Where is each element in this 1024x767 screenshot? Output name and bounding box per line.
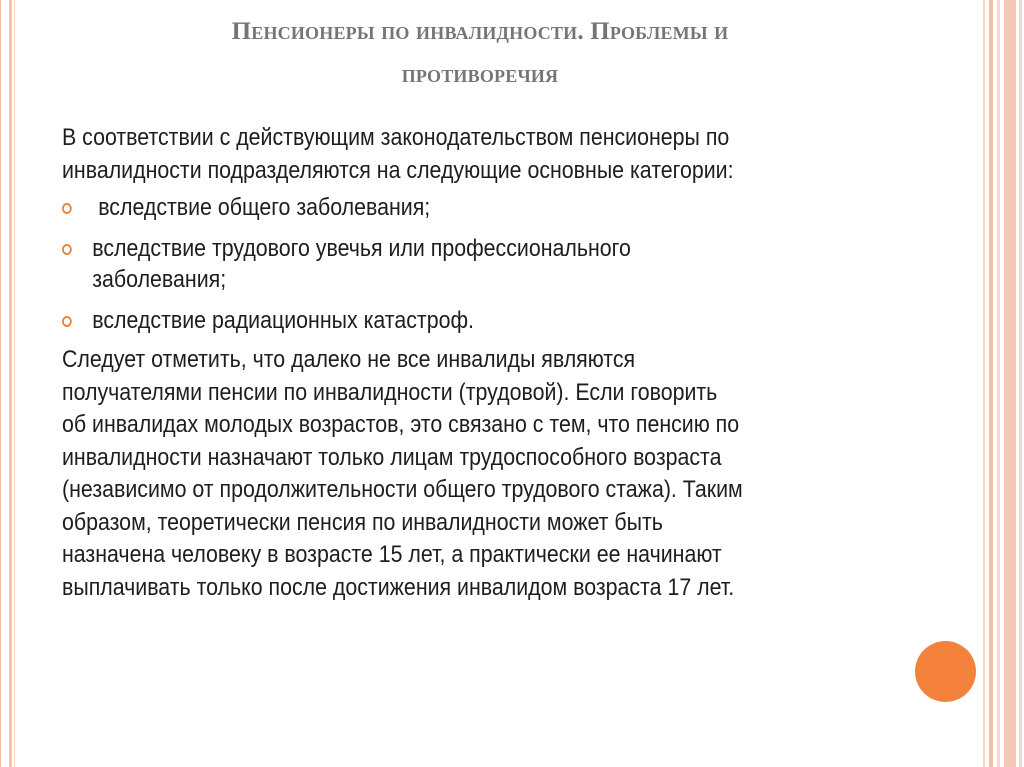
list-item-text: вследствие общего заболевания; [92, 194, 431, 221]
right-border-stripe [1019, 0, 1022, 767]
slide-content [62, 121, 845, 604]
list-item-text: заболевания; [92, 266, 227, 293]
ring-bullet-icon [62, 203, 72, 214]
list-item [62, 305, 845, 336]
body-paragraph [62, 344, 845, 604]
intro-paragraph [62, 121, 845, 187]
left-border-stripe [0, 0, 1, 767]
intro-line: инвалидности подразделяются на следующие основные категории: [62, 157, 734, 184]
body-line: (независимо от продолжительности общего трудового стажа). Таким [62, 476, 743, 503]
slide-title-line: противоречия [401, 61, 559, 88]
intro-line: В соответствии с действующим законодательством пенсионеры по [62, 124, 730, 151]
right-border-stripe [983, 0, 985, 767]
body-line: назначена человеку в возрасте 15 лет, а практически ее начинают [62, 541, 722, 568]
list-item [62, 233, 845, 295]
list-item [62, 192, 845, 223]
body-line: получателями пенсии по инвалидности (трудовой). Если говорить [62, 378, 718, 406]
body-line: об инвалидах молодых возрастов, это связано с тем, что пенсию по [62, 411, 740, 438]
body-line: образом, теоретически пенсия по инвалидности может быть [62, 508, 663, 536]
body-line: Следует отметить, что далеко не все инвалиды являются [62, 346, 636, 373]
ring-bullet-icon [62, 316, 72, 327]
body-line: инвалидности назначают только лицам трудоспособного возраста [62, 443, 722, 471]
body-line: выплачивать только после достижения инвалидом возраста 17 лет. [62, 573, 735, 601]
right-border-stripe [997, 0, 1000, 767]
left-border-stripe [14, 0, 15, 767]
ring-bullet-icon [62, 244, 72, 255]
right-border-stripe [1004, 0, 1016, 767]
slide-title-line: Пенсионеры по инвалидности. Проблемы и [231, 18, 729, 45]
left-border-stripe [9, 0, 12, 767]
list-item-text: вследствие радиационных катастроф. [92, 307, 474, 334]
list-item-text: вследствие трудового увечья или профессионального [92, 235, 631, 262]
slide-title [80, 10, 880, 96]
decorative-circle-icon [915, 641, 976, 702]
right-border-stripe [989, 0, 993, 767]
category-list [62, 192, 845, 336]
